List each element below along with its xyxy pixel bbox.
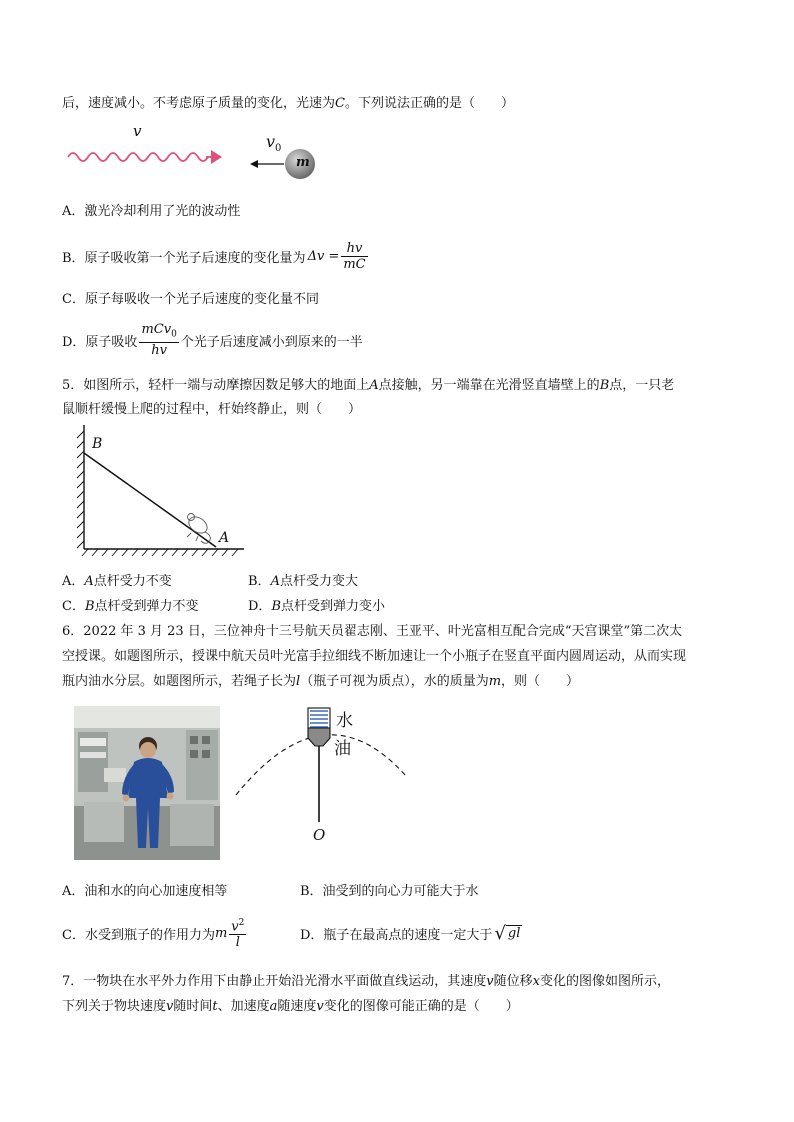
q4-option-b: B．原子吸收第一个光子后速度的变化量为 Δv = $\frac{hv}{mC}$ xyxy=(62,240,366,272)
q4-option-b-fraction: $\frac{hv}{mC}$ xyxy=(343,240,366,272)
q4-stem-line xyxy=(62,92,514,111)
q6-label-water: 水 xyxy=(336,711,353,731)
q4-wave-figure xyxy=(66,142,226,172)
q5-floor-hatching xyxy=(82,549,238,556)
q5-label-a: A xyxy=(219,530,230,546)
q5-stem-line1: 5．如图所示，轻杆一端与动摩擦因数足够大的地面上A点接触，另一端靠在光滑竖直墙壁上的B点，一只老 xyxy=(62,378,675,393)
q4-option-d-fraction: $\frac{mCv_0}{hv}$ xyxy=(141,321,177,359)
q4-option-d: D．原子吸收 $\frac{mCv_0}{hv}$ 个光子后速度减小到原来的一半 xyxy=(62,321,363,359)
q6-label-center: O xyxy=(313,826,326,844)
q5-wall-hatching xyxy=(77,431,84,548)
q5-stem-line2: 鼠顺杆缓慢上爬的过程中，杆始终静止，则（ ） xyxy=(62,402,362,417)
q6-option-c-fraction: $\frac{v^2}{l}$ xyxy=(231,917,245,951)
q6-option-d: D．瓶子在最高点的速度一定大于 √ gl xyxy=(300,922,521,944)
q5-label-b: B xyxy=(92,436,103,452)
q6-option-b: B．油受到的向心力可能大于水 xyxy=(300,884,479,899)
q5-rod xyxy=(84,453,216,547)
q4-v0-label: $v_0$ xyxy=(266,132,282,155)
q5-option-d: D．B点杆受到弹力变小 xyxy=(248,599,386,614)
q4-ball-label: m xyxy=(296,155,310,170)
q5-option-c: C．B点杆受到弹力不变 xyxy=(62,599,199,614)
q6-bottle-oil xyxy=(308,728,330,746)
q7-stem-line2: 下列关于物块速度v随时间t、加速度a随速度v变化的图像可能正确的是（ ） xyxy=(62,999,519,1014)
q4-option-a: A．激光冷却利用了光的波动性 xyxy=(62,204,241,219)
q6-stem-line1: 6．2022 年 3 月 23 日，三位神舟十三号航天员翟志刚、王亚平、叶光富相互配合完成“天宫课堂”第二次太 xyxy=(62,624,683,639)
q4-option-c: C．原子每吸收一个光子后速度的变化量不同 xyxy=(62,292,319,307)
q4-wave-label: v xyxy=(133,122,142,140)
q6-classroom-photo xyxy=(74,706,220,860)
q4-v0-arrowhead xyxy=(250,160,258,168)
q4-wave-arrowhead xyxy=(211,150,222,164)
q7-stem-line1: 7．一物块在水平外力作用下由静止开始沿光滑水平面做直线运动，其速度v随位移x变化的图像如图所示， xyxy=(62,974,671,989)
q6-option-c: C．水受到瓶子的作用力为 m $\frac{v^2}{l}$ xyxy=(62,917,245,951)
q6-label-oil: 油 xyxy=(334,739,351,759)
q4-light-wave xyxy=(68,153,208,161)
q5-option-b: B．A点杆受力变大 xyxy=(248,574,358,589)
q4-stem-end: 。下列说法正确的是（ ） xyxy=(344,96,514,111)
q4-stem-text: 后，速度减小。不考虑原子质量的变化，光速为 xyxy=(62,96,336,111)
q4-stem-c: C xyxy=(335,96,345,111)
sqrt-icon: √ xyxy=(494,922,506,944)
q5-option-a: A．A点杆受力不变 xyxy=(62,574,172,589)
q6-stem-line3: 瓶内油水分层。如题图所示，若绳子长为l（瓶子可视为质点），水的质量为m，则（ ） xyxy=(62,674,580,689)
q6-stem-line2: 空授课。如题图所示，授课中航天员叶光富手拉细线不断加速让一个小瓶子在竖直平面内圆周运动，从而实现 xyxy=(62,649,687,664)
q6-option-a: A．油和水的向心加速度相等 xyxy=(62,884,228,899)
